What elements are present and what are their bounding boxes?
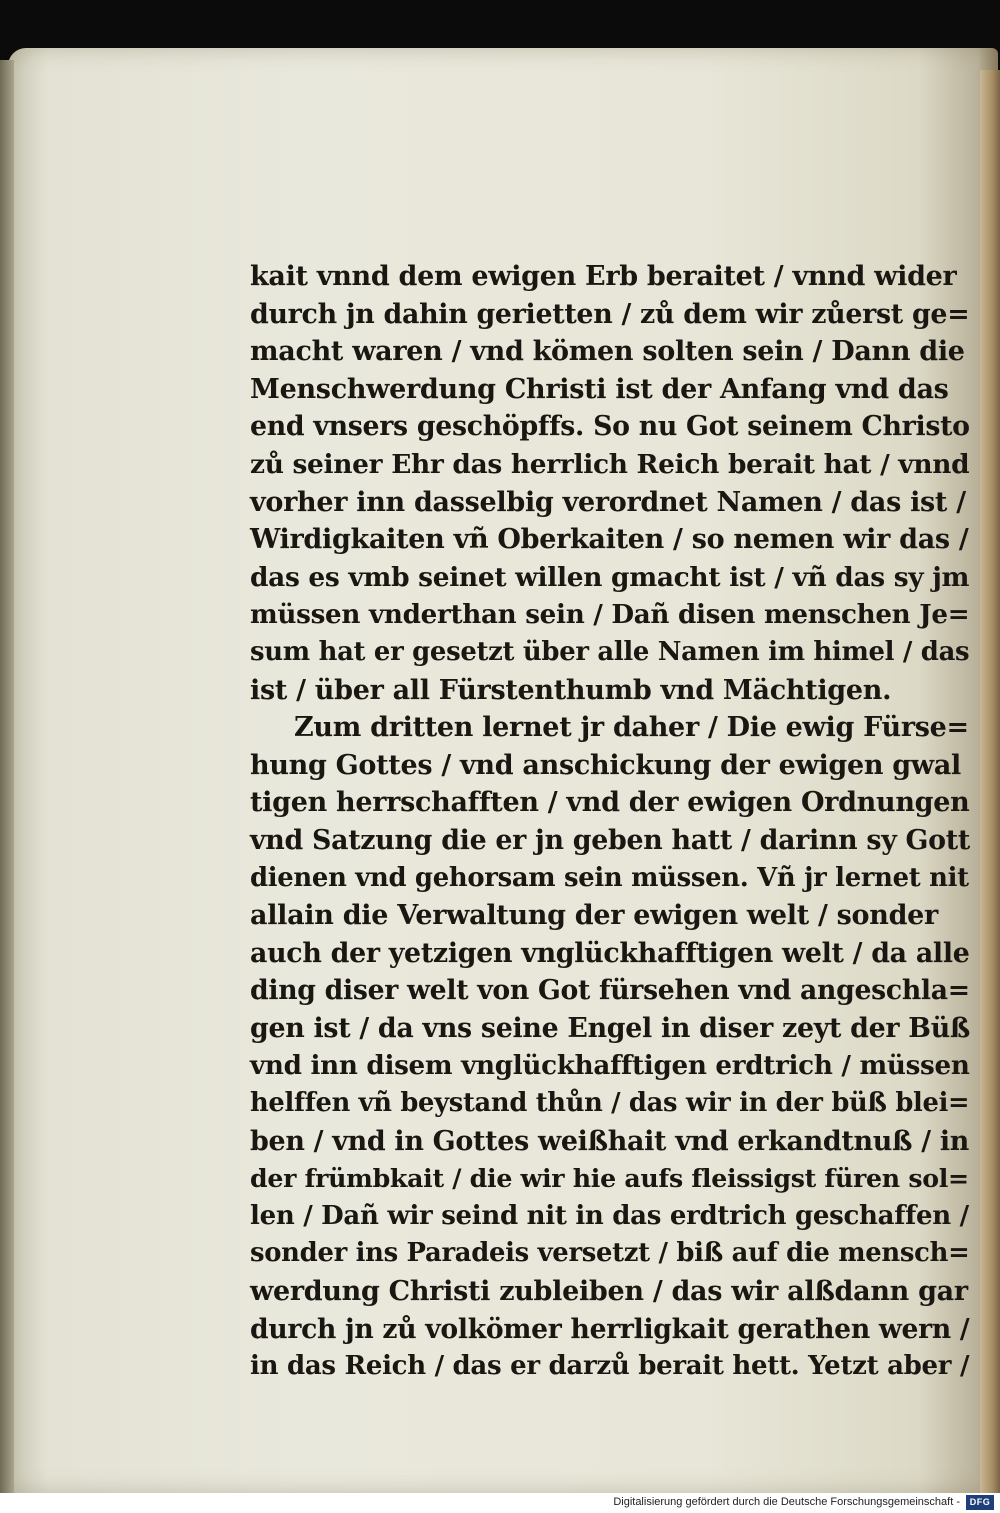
text-line: sum hat er gesetzt über alle Namen im himel / das xyxy=(250,636,970,667)
paragraph-start-line: Zum dritten lernet jr daher / Die ewig Fürse= xyxy=(294,712,969,744)
digitization-footer xyxy=(0,1493,1000,1513)
book-fore-edge xyxy=(980,70,1000,1493)
page-left-edge xyxy=(0,60,14,1493)
text-line: der frümbkait / die wir hie aufs fleissigst füren sol= xyxy=(250,1163,969,1194)
dfg-logo: DFG xyxy=(966,1495,994,1510)
text-line: ist / über all Fürstenthumb vnd Mächtigen. xyxy=(250,674,892,706)
text-line: len / Dañ wir seind nit in das erdtrich geschaffen / xyxy=(250,1200,969,1231)
text-line: durch jn dahin gerietten / zů dem wir zůerst ge= xyxy=(250,298,970,330)
text-line: dienen vnd gehorsam sein müssen. Vñ jr lernet nit xyxy=(250,862,969,893)
text-line: in das Reich / das er darzů berait hett. Yetzt aber / xyxy=(250,1351,970,1382)
text-line: tigen herrschafften / vnd der ewigen Ordnungen xyxy=(250,787,970,819)
text-line: zů seiner Ehr das herrlich Reich berait hat / vnnd xyxy=(250,448,970,480)
text-line: vorher inn dasselbig verordnet Namen / das ist / xyxy=(250,486,966,518)
text-line: werdung Christi zubleiben / das wir alßdann gar xyxy=(250,1276,968,1308)
text-line: auch der yetzigen vnglückhafftigen welt / da alle xyxy=(250,937,970,969)
text-line: end vnsers geschöpffs. So nu Got seinem Christo xyxy=(250,411,970,443)
text-line: Wirdigkaiten vñ Oberkaiten / so nemen wir das / xyxy=(250,524,969,556)
text-line: macht waren / vnd kömen solten sein / Dann die xyxy=(250,336,965,368)
text-line: allain die Verwaltung der ewigen welt / sonder xyxy=(250,900,938,932)
text-line: müssen vnderthan sein / Dañ disen menschen Je= xyxy=(250,599,970,631)
book-page xyxy=(8,48,998,1493)
text-line: durch jn zů volkömer herrligkait gerathen wern / xyxy=(250,1313,970,1345)
page-text xyxy=(250,258,970,1386)
text-line: sonder ins Paradeis versetzt / biß auf die mensch= xyxy=(250,1238,970,1269)
text-line: vnd Satzung die er jn geben hatt / darinn sy Gott xyxy=(250,824,970,856)
text-line: helffen vñ beystand thůn / das wir in der büß blei= xyxy=(250,1088,970,1119)
text-line: das es vmb seinet willen gmacht ist / vñ das sy jm xyxy=(250,561,970,593)
text-line: gen ist / da vns seine Engel in diser zeyt der Büß xyxy=(250,1012,971,1044)
text-line: kait vnnd dem ewigen Erb beraitet / vnnd wider xyxy=(250,261,957,292)
text-line: vnd inn disem vnglückhafftigen erdtrich / müssen xyxy=(250,1050,970,1082)
text-line: ding diser welt von Got fürsehen vnd angeschla= xyxy=(250,975,970,1007)
text-line: Menschwerdung Christi ist der Anfang vnd das xyxy=(250,373,949,405)
funding-credit: Digitalisierung gefördert durch die Deutsche Forschungsgemeinschaft - xyxy=(613,1496,960,1508)
text-line: hung Gottes / vnd anschickung der ewigen gwal xyxy=(250,749,961,781)
text-line: ben / vnd in Gottes weißhait vnd erkandtnuß / in xyxy=(250,1125,970,1157)
